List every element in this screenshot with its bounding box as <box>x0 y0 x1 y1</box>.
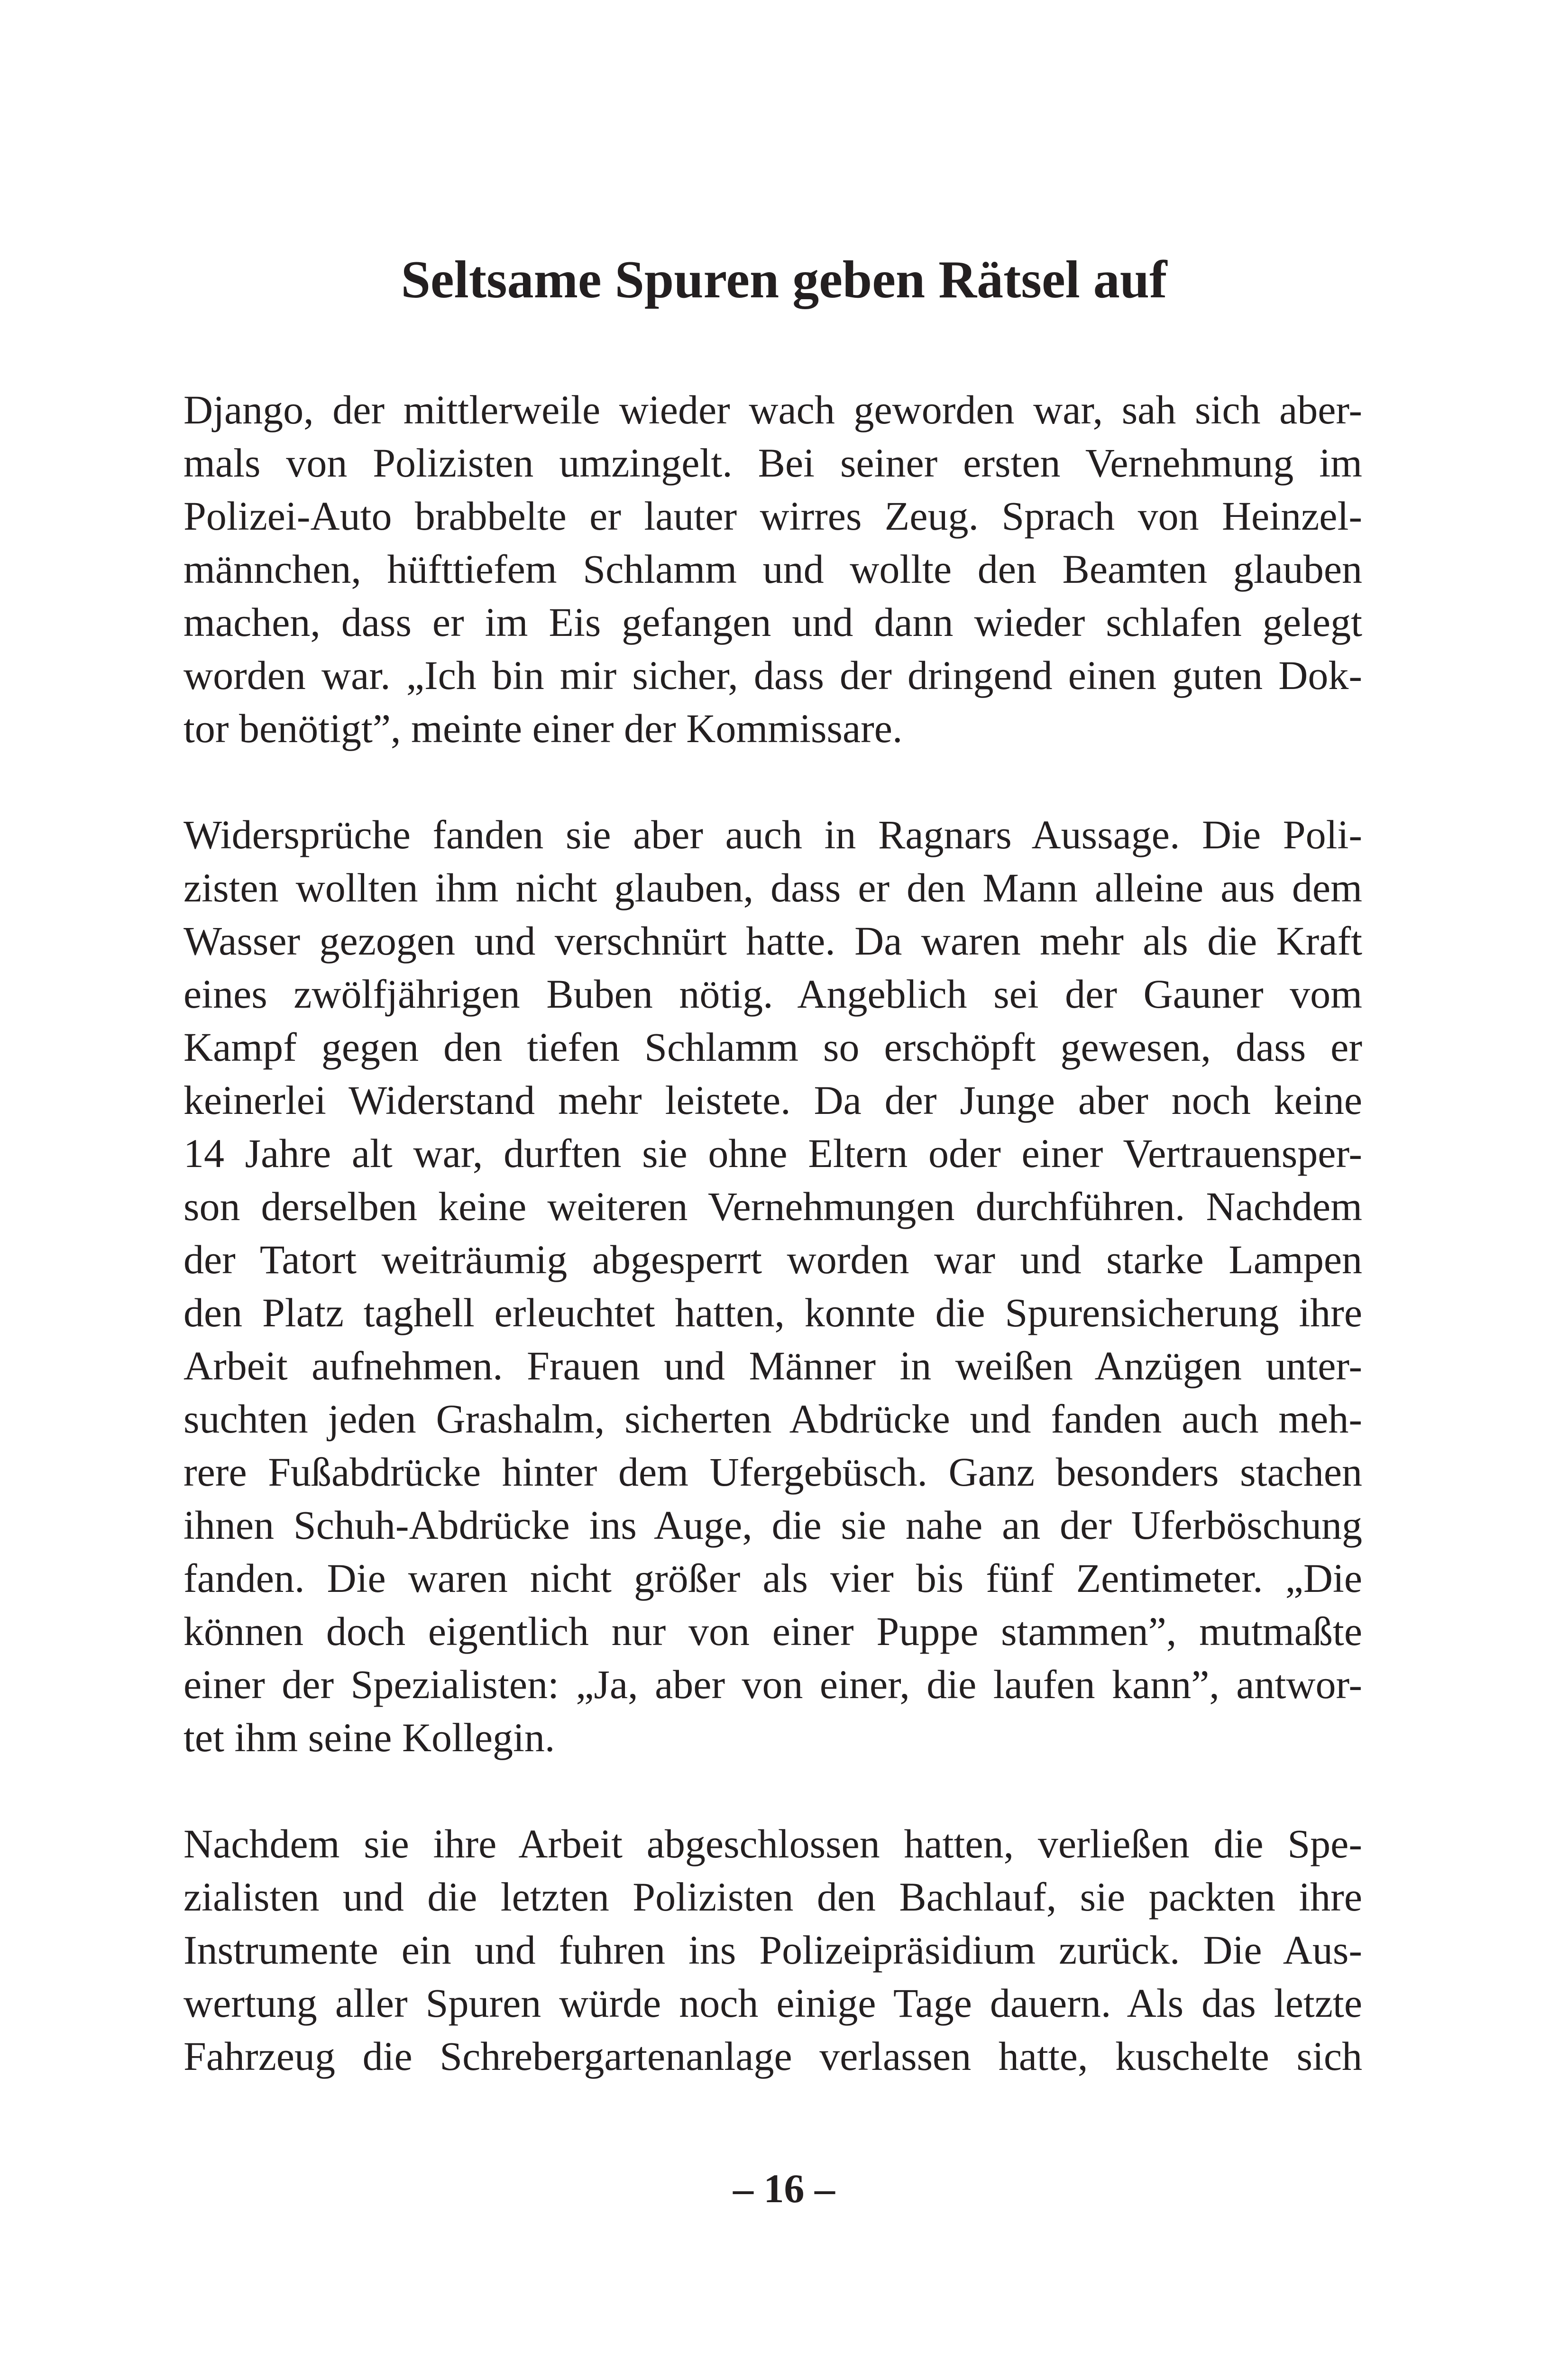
text-line: eines zwölfjährigen Buben nötig. Angeblich sei der Gauner vom <box>183 971 1362 1017</box>
text-line: keinerlei Widerstand mehr leistete. Da der Junge aber noch keine <box>183 1077 1362 1123</box>
page-number: – 16 – <box>733 2166 835 2211</box>
text-line: zialisten und die letzten Polizisten den Bachlauf, sie packten ihre <box>183 1874 1362 1920</box>
text-line: zisten wollten ihm nicht glauben, dass er den Mann alleine aus dem <box>183 865 1362 910</box>
text-line: rere Fußabdrücke hinter dem Ufergebüsch. Ganz besonders stachen <box>183 1449 1362 1495</box>
text-line: Arbeit aufnehmen. Frauen und Männer in weißen Anzügen unter- <box>183 1343 1362 1388</box>
text-line: mals von Polizisten umzingelt. Bei seiner ersten Vernehmung im <box>183 440 1362 486</box>
text-line: Polizei-Auto brabbelte er lauter wirres Zeug. Sprach von Heinzel- <box>183 493 1362 539</box>
text-line: 14 Jahre alt war, durften sie ohne Eltern oder einer Vertrauensper- <box>183 1130 1362 1176</box>
text-line: Nachdem sie ihre Arbeit abgeschlossen hatten, verließen die Spe- <box>183 1821 1362 1866</box>
text-line: Kampf gegen den tiefen Schlamm so erschöpft gewesen, dass er <box>183 1024 1362 1070</box>
text-line: worden war. „Ich bin mir sicher, dass der dringend einen guten Dok- <box>183 652 1362 698</box>
chapter-title: Seltsame Spuren geben Rätsel auf <box>401 250 1167 309</box>
text-line: Fahrzeug die Schrebergartenanlage verlassen hatte, kuschelte sich <box>183 2033 1362 2079</box>
text-line: männchen, hüfttiefem Schlamm und wollte den Beamten glauben <box>183 546 1362 592</box>
body-text <box>183 383 1362 2136</box>
text-line: können doch eigentlich nur von einer Puppe stammen”, mutmaßte <box>183 1608 1362 1654</box>
paragraph-3 <box>183 1817 1362 2083</box>
text-line: wertung aller Spuren würde noch einige Tage dauern. Als das letzte <box>183 1980 1362 2026</box>
text-line: der Tatort weiträumig abgesperrt worden war und starke Lampen <box>183 1237 1362 1282</box>
text-line: machen, dass er im Eis gefangen und dann wieder schlafen gelegt <box>183 599 1362 645</box>
text-line: suchten jeden Grashalm, sicherten Abdrücke und fanden auch meh- <box>183 1396 1362 1442</box>
paragraph-1 <box>183 383 1362 755</box>
text-line: Wasser gezogen und verschnürt hatte. Da waren mehr als die Kraft <box>183 918 1362 964</box>
text-line: den Platz taghell erleuchtet hatten, konnte die Spurensicherung ihre <box>183 1290 1362 1335</box>
text-line: einer der Spezialisten: „Ja, aber von einer, die laufen kann”, antwor- <box>183 1662 1362 1707</box>
paragraph-2 <box>183 808 1362 1764</box>
text-line: son derselben keine weiteren Vernehmungen durchführen. Nachdem <box>183 1184 1362 1229</box>
text-line: tor benötigt”, meinte einer der Kommissare. <box>183 706 903 751</box>
text-line: fanden. Die waren nicht größer als vier bis fünf Zentimeter. „Die <box>183 1555 1362 1601</box>
text-line: Django, der mittlerweile wieder wach geworden war, sah sich aber- <box>183 387 1362 432</box>
text-line: ihnen Schuh-Abdrücke ins Auge, die sie nahe an der Uferböschung <box>183 1502 1362 1548</box>
text-line: tet ihm seine Kollegin. <box>183 1715 555 1760</box>
text-line: Widersprüche fanden sie aber auch in Ragnars Aussage. Die Poli- <box>183 812 1362 857</box>
text-line: Instrumente ein und fuhren ins Polizeipräsidium zurück. Die Aus- <box>183 1927 1362 1973</box>
